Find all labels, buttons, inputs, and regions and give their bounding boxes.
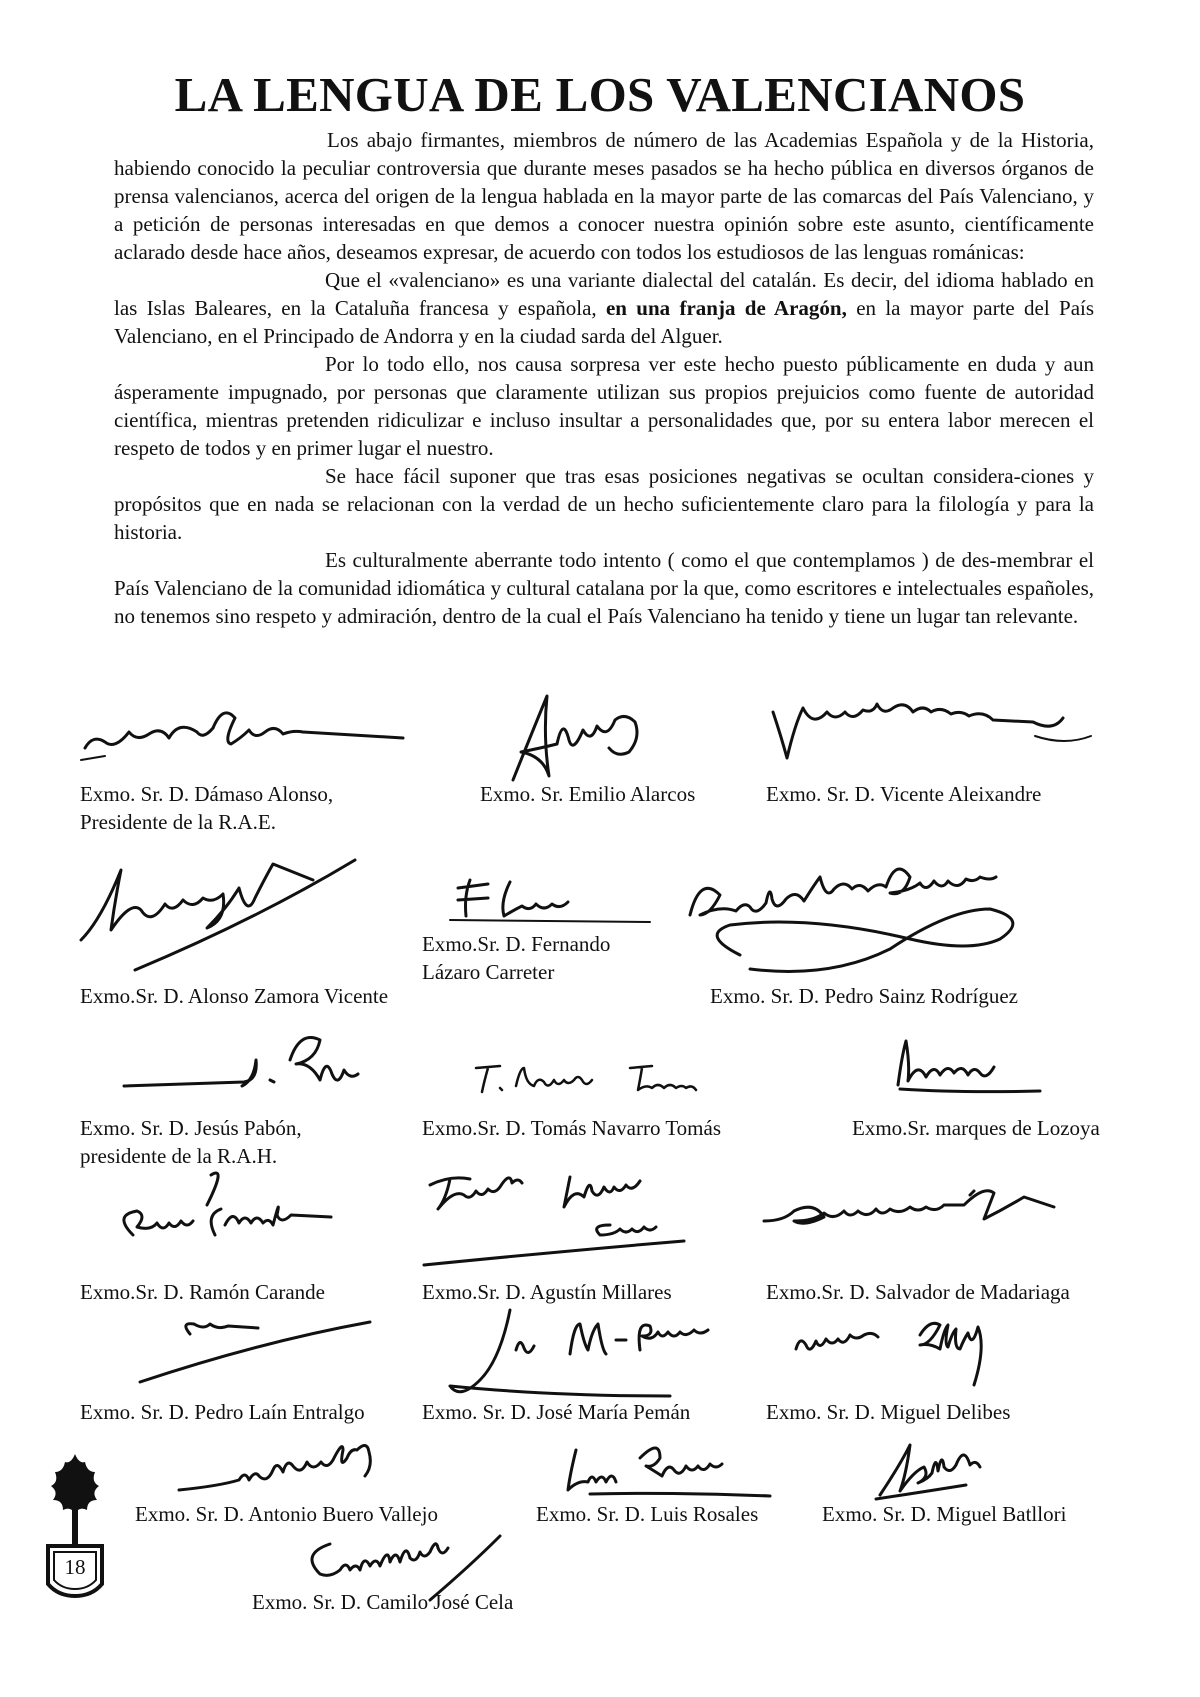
signatory-miguel-batllori: Exmo. Sr. D. Miguel Batllori: [822, 1502, 1067, 1526]
paragraph-statement: [114, 266, 1094, 350]
statement-text-before: Que el «valenciano» es una variante dialectal del catalán. Es decir, del idioma hablado en las Islas Baleares, en la Cataluña francesa y española,: [114, 268, 1094, 320]
signatory-miguel-delibes: Exmo. Sr. D. Miguel Delibes: [766, 1400, 1011, 1424]
signature-pedro-lain-entralgo: [130, 1310, 380, 1390]
signatory-agustin-millares: Exmo.Sr. D. Agustín Millares: [422, 1280, 672, 1304]
signature-salvador-de-madariaga: [760, 1175, 1120, 1245]
signatory-damaso-alonso: Exmo. Sr. D. Dámaso Alonso, Presidente de la R.A.E.: [80, 782, 334, 834]
signature-luis-rosales: [560, 1440, 780, 1500]
signature-fernando-lazaro: [450, 870, 650, 930]
signature-pedro-sainz-rodriguez: [680, 855, 1100, 985]
signatory-tomas-navarro-tomas: Exmo.Sr. D. Tomás Navarro Tomás: [422, 1116, 722, 1140]
page-number: 18: [64, 1555, 86, 1579]
signature-ramon-carande: [115, 1175, 355, 1255]
signature-alonso-zamora-vicente: [75, 850, 405, 980]
signature-alarcos: [505, 690, 685, 790]
signatory-jose-maria-peman: Exmo. Sr. D. José María Pemán: [422, 1400, 691, 1424]
signature-agustin-millares: [420, 1165, 720, 1275]
statement-bold-text: en una franja de Aragón,: [605, 296, 847, 320]
signatory-marques-de-lozoya: Exmo.Sr. marques de Lozoya: [852, 1116, 1100, 1140]
statement-text-after: en la mayor parte del País Valenciano, en el Principado de Andorra y en la ciudad sarda del Alguer.: [114, 296, 1095, 348]
signatory-fernando-lazaro-carreter: Exmo.Sr. D. Fernando Lázaro Carreter: [422, 932, 611, 984]
signature-jesus-pabon: [120, 1030, 380, 1100]
signatory-alonso-zamora-vicente: Exmo.Sr. D. Alonso Zamora Vicente: [80, 984, 389, 1008]
signatory-ramon-carande: Exmo.Sr. D. Ramón Carande: [80, 1280, 325, 1304]
paragraph-conclusion: Es culturalmente aberrante todo intento ( como el que contemplamos ) de des-membrar el País Valenciano de la comunidad idiomática y cultural catalana por la que, como escritores e intelectuales españoles, no tenemos sino respeto y admiración, dentro de la cual el País Valenciano ha tenido y tiene un lugar tan relevante.: [114, 548, 1094, 628]
signature-jose-maria-peman: [440, 1300, 730, 1410]
paragraph-intro: Los abajo firmantes, miembros de número de las Academias Española y de la Historia, habiendo conocido la peculiar controversia que durante meses pasados se ha hecho pública en diversos órganos de prensa valencianos, acerca del origen de la lengua hablada en la mayor parte de las comarcas del País Valenciano, y a petición de personas interesadas en que demos a conocer nuestra opinión sobre este asunto, científicamente aclarado desde hace años, deseamos expresar, de acuerdo con todos los estudiosos de las lenguas románicas:: [114, 128, 1094, 264]
letter-body: [114, 126, 1094, 630]
signatory-emilio-alarcos: Exmo. Sr. Emilio Alarcos: [480, 782, 696, 806]
signatory-pedro-sainz-rodriguez: Exmo. Sr. D. Pedro Sainz Rodríguez: [710, 984, 1018, 1008]
signature-vicente-aleixandre: [765, 700, 1105, 770]
signatory-jesus-pabon: Exmo. Sr. D. Jesús Pabón, presidente de la R.A.H.: [80, 1116, 302, 1168]
signature-miguel-delibes: [790, 1315, 1080, 1405]
paragraph-considerations: Se hace fácil suponer que tras esas posiciones negativas se ocultan considera-ciones y propósitos que en nada se relacionan con la verdad de un hecho suficientemente claro para la filología y para la historia.: [114, 464, 1094, 544]
signatory-salvador-de-madariaga: Exmo.Sr. D. Salvador de Madariaga: [766, 1280, 1070, 1304]
signature-tomas-navarro-tomas: [470, 1058, 730, 1098]
signatory-antonio-buero-vallejo: Exmo. Sr. D. Antonio Buero Vallejo: [135, 1502, 438, 1526]
signatory-luis-rosales: Exmo. Sr. D. Luis Rosales: [536, 1502, 759, 1526]
signature-miguel-batllori: [870, 1435, 1050, 1505]
signatory-camilo-jose-cela: Exmo. Sr. D. Camilo José Cela: [252, 1590, 514, 1614]
paragraph-surprise: Por lo todo ello, nos causa sorpresa ver este hecho puesto públicamente en duda y aun ásperamente impugnado, por personas que claramente utilizan sus propios prejuicios como fuente de autoridad científica, mientras pretenden ridiculizar e incluso insultar a personalidades que, por su entera labor merecen el respeto de todos y en primer lugar el nuestro.: [114, 352, 1094, 460]
signature-marques-de-lozoya: [890, 1035, 1050, 1095]
signature-damaso-alonso: [75, 710, 405, 770]
signatory-vicente-aleixandre: Exmo. Sr. D. Vicente Aleixandre: [766, 782, 1042, 806]
signatory-pedro-lain-entralgo: Exmo. Sr. D. Pedro Laín Entralgo: [80, 1400, 365, 1424]
page-title: LA LENGUA DE LOS VALENCIANOS: [174, 67, 1026, 122]
